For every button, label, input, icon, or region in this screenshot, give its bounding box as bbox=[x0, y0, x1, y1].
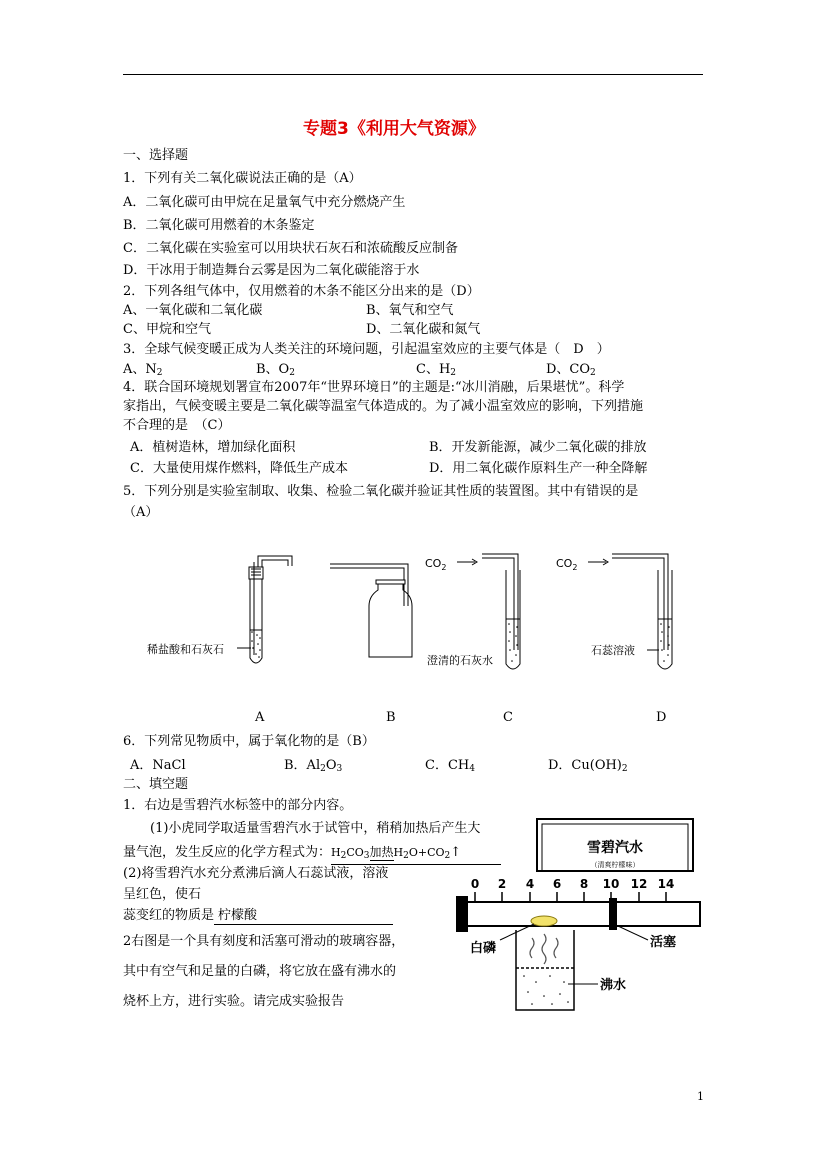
q2-option-a: A、一氧化碳和二氧化碳 bbox=[123, 303, 263, 318]
svg-text:2: 2 bbox=[497, 877, 507, 891]
label-litmus: 石蕊溶液 bbox=[591, 644, 635, 657]
sprite-label-title: 雪碧汽水 bbox=[587, 840, 643, 856]
apparatus-letter-a: A bbox=[255, 710, 265, 725]
q6-option-c: C．$CH_4$ bbox=[425, 758, 475, 774]
q3-stem: 3．全球气候变暖正成为人类关注的环境问题，引起温室效应的主要气体是（ D ） bbox=[123, 342, 610, 357]
fill1-equation: $H_2CO_3$加热$H_2O+CO_2↑$ bbox=[331, 844, 501, 865]
q5-stem-line2: （A） bbox=[123, 505, 159, 520]
page-title: 专题3《利用大气资源》 bbox=[303, 119, 485, 139]
page-number: 1 bbox=[697, 1090, 704, 1103]
q3-option-b: B、$O_2$ bbox=[256, 362, 295, 378]
q1-option-d: D．干冰用于制造舞台云雾是因为二氧化碳能溶于水 bbox=[123, 263, 420, 278]
sprite-label-subtitle: （清爽柠檬味） bbox=[590, 861, 640, 869]
fill1-part2-line3: 蕊变红的物质是 柠檬酸 bbox=[123, 908, 393, 925]
apparatus-figure bbox=[120, 540, 700, 690]
svg-text:14: 14 bbox=[657, 877, 675, 891]
q2-stem: 2．下列各组气体中，仅用燃着的木条不能区分出来的是（D） bbox=[123, 284, 480, 299]
header-rule bbox=[123, 74, 703, 75]
piston bbox=[609, 898, 617, 930]
q4-stem-line2: 家指出，气候变暖主要是二氧化碳等温室气体造成的。为了减小温室效应的影响，下列措施 bbox=[123, 399, 644, 414]
q1-option-a: A．二氧化碳可由甲烷在足量氧气中充分燃烧产生 bbox=[123, 195, 406, 210]
label-limewater: 澄清的石灰水 bbox=[427, 654, 493, 667]
q2-option-b: B、氧气和空气 bbox=[366, 303, 454, 318]
q1-option-c: C．二氧化碳在实验室可以用块状石灰石和浓硫酸反应制备 bbox=[123, 241, 458, 256]
co2-label-d: $CO_2$ bbox=[556, 557, 578, 572]
q3-option-d: D、$CO_2$ bbox=[546, 362, 596, 378]
label-piston: 活塞 bbox=[650, 935, 677, 950]
svg-text:0: 0 bbox=[470, 877, 480, 891]
apparatus-letter-d: D bbox=[656, 710, 667, 725]
q6-option-d: D．$Cu(OH)_2$ bbox=[548, 758, 628, 774]
q3-option-a: A、$N_2$ bbox=[123, 362, 163, 378]
q1-option-b: B．二氧化碳可用燃着的木条鉴定 bbox=[123, 218, 315, 233]
q2-option-c: C、甲烷和空气 bbox=[123, 322, 211, 337]
tube-end-stopper bbox=[456, 896, 468, 932]
fill1-part2-line1: (2)将雪碧汽水充分煮沸后滴人石蕊试液，溶液 bbox=[123, 866, 389, 881]
apparatus-letter-c: C bbox=[503, 710, 513, 725]
co2-label-c: $CO_2$ bbox=[425, 557, 447, 572]
q1-stem: 1．下列有关二氧化碳说法正确的是（A） bbox=[123, 171, 362, 186]
apparatus-a bbox=[237, 556, 292, 663]
q4-option-d: D．用二氧化碳作原料生产一种全降解 bbox=[429, 461, 648, 476]
fill1-part2-line2: 呈红色，使石 bbox=[123, 887, 202, 902]
q4-stem-line1: 4．联合国环境规划署宣布2007年“世界环境日”的主题是:“冰川消融，后果堪忧”。科学 bbox=[123, 380, 625, 395]
q2-option-d: D、二氧化碳和氮气 bbox=[366, 322, 481, 337]
fill2-line3: 烧杯上方，进行实验。请完成实验报告 bbox=[123, 994, 345, 1009]
fill1-part1-line2: 量气泡，发生反应的化学方程式为：$H_2CO_3$加热$H_2O+CO_2↑$ bbox=[123, 844, 501, 865]
q6-stem: 6．下列常见物质中，属于氧化物的是（B） bbox=[123, 734, 375, 749]
q5-stem-line1: 5．下列分别是实验室制取、收集、检验二氧化碳并验证其性质的装置图。其中有错误的是 bbox=[123, 484, 639, 499]
white-phosphorus-lump bbox=[531, 916, 557, 926]
label-white-phosphorus: 白磷 bbox=[470, 941, 497, 956]
sprite-label-box bbox=[534, 816, 696, 874]
svg-text:10: 10 bbox=[602, 877, 620, 891]
fill2-line2: 其中有空气和足量的白磷，将它放在盛有沸水的 bbox=[123, 964, 397, 979]
q6-option-a: A．NaCl bbox=[130, 758, 186, 773]
svg-text:12: 12 bbox=[630, 877, 648, 891]
apparatus-letter-b: B bbox=[386, 710, 396, 725]
q4-option-b: B．开发新能源，减少二氧化碳的排放 bbox=[429, 440, 647, 455]
svg-text:8: 8 bbox=[579, 877, 589, 891]
fill1-answer: 柠檬酸 bbox=[214, 908, 393, 925]
q4-option-a: A．植树造林，增加绿化面积 bbox=[130, 440, 296, 455]
fill2-line1: 2右图是一个具有刻度和活塞可滑动的玻璃容器， bbox=[123, 934, 405, 949]
q4-stem-line3: 不合理的是 （C） bbox=[123, 418, 231, 433]
phosphorus-apparatus bbox=[440, 872, 702, 1022]
label-hcl-limestone: 稀盐酸和石灰石 bbox=[147, 643, 224, 656]
apparatus-c bbox=[482, 554, 520, 669]
svg-text:4: 4 bbox=[525, 877, 535, 891]
svg-text:6: 6 bbox=[552, 877, 562, 891]
apparatus-b bbox=[330, 564, 412, 657]
section-fill: 二、填空题 bbox=[123, 777, 189, 792]
fill1-stem: 1．右边是雪碧汽水标签中的部分内容。 bbox=[123, 798, 353, 813]
q3-option-c: C、$H_2$ bbox=[416, 362, 457, 378]
q4-option-c: C．大量使用煤作燃料，降低生产成本 bbox=[130, 461, 348, 476]
section-choice: 一、选择题 bbox=[123, 148, 189, 163]
fill1-part1-line1: (1)小虎同学取适量雪碧汽水于试管中，稍稍加热后产生大 bbox=[150, 821, 481, 836]
label-boiling-water: 沸水 bbox=[600, 978, 627, 993]
q6-option-b: B．$Al_2O_3$ bbox=[284, 758, 343, 774]
